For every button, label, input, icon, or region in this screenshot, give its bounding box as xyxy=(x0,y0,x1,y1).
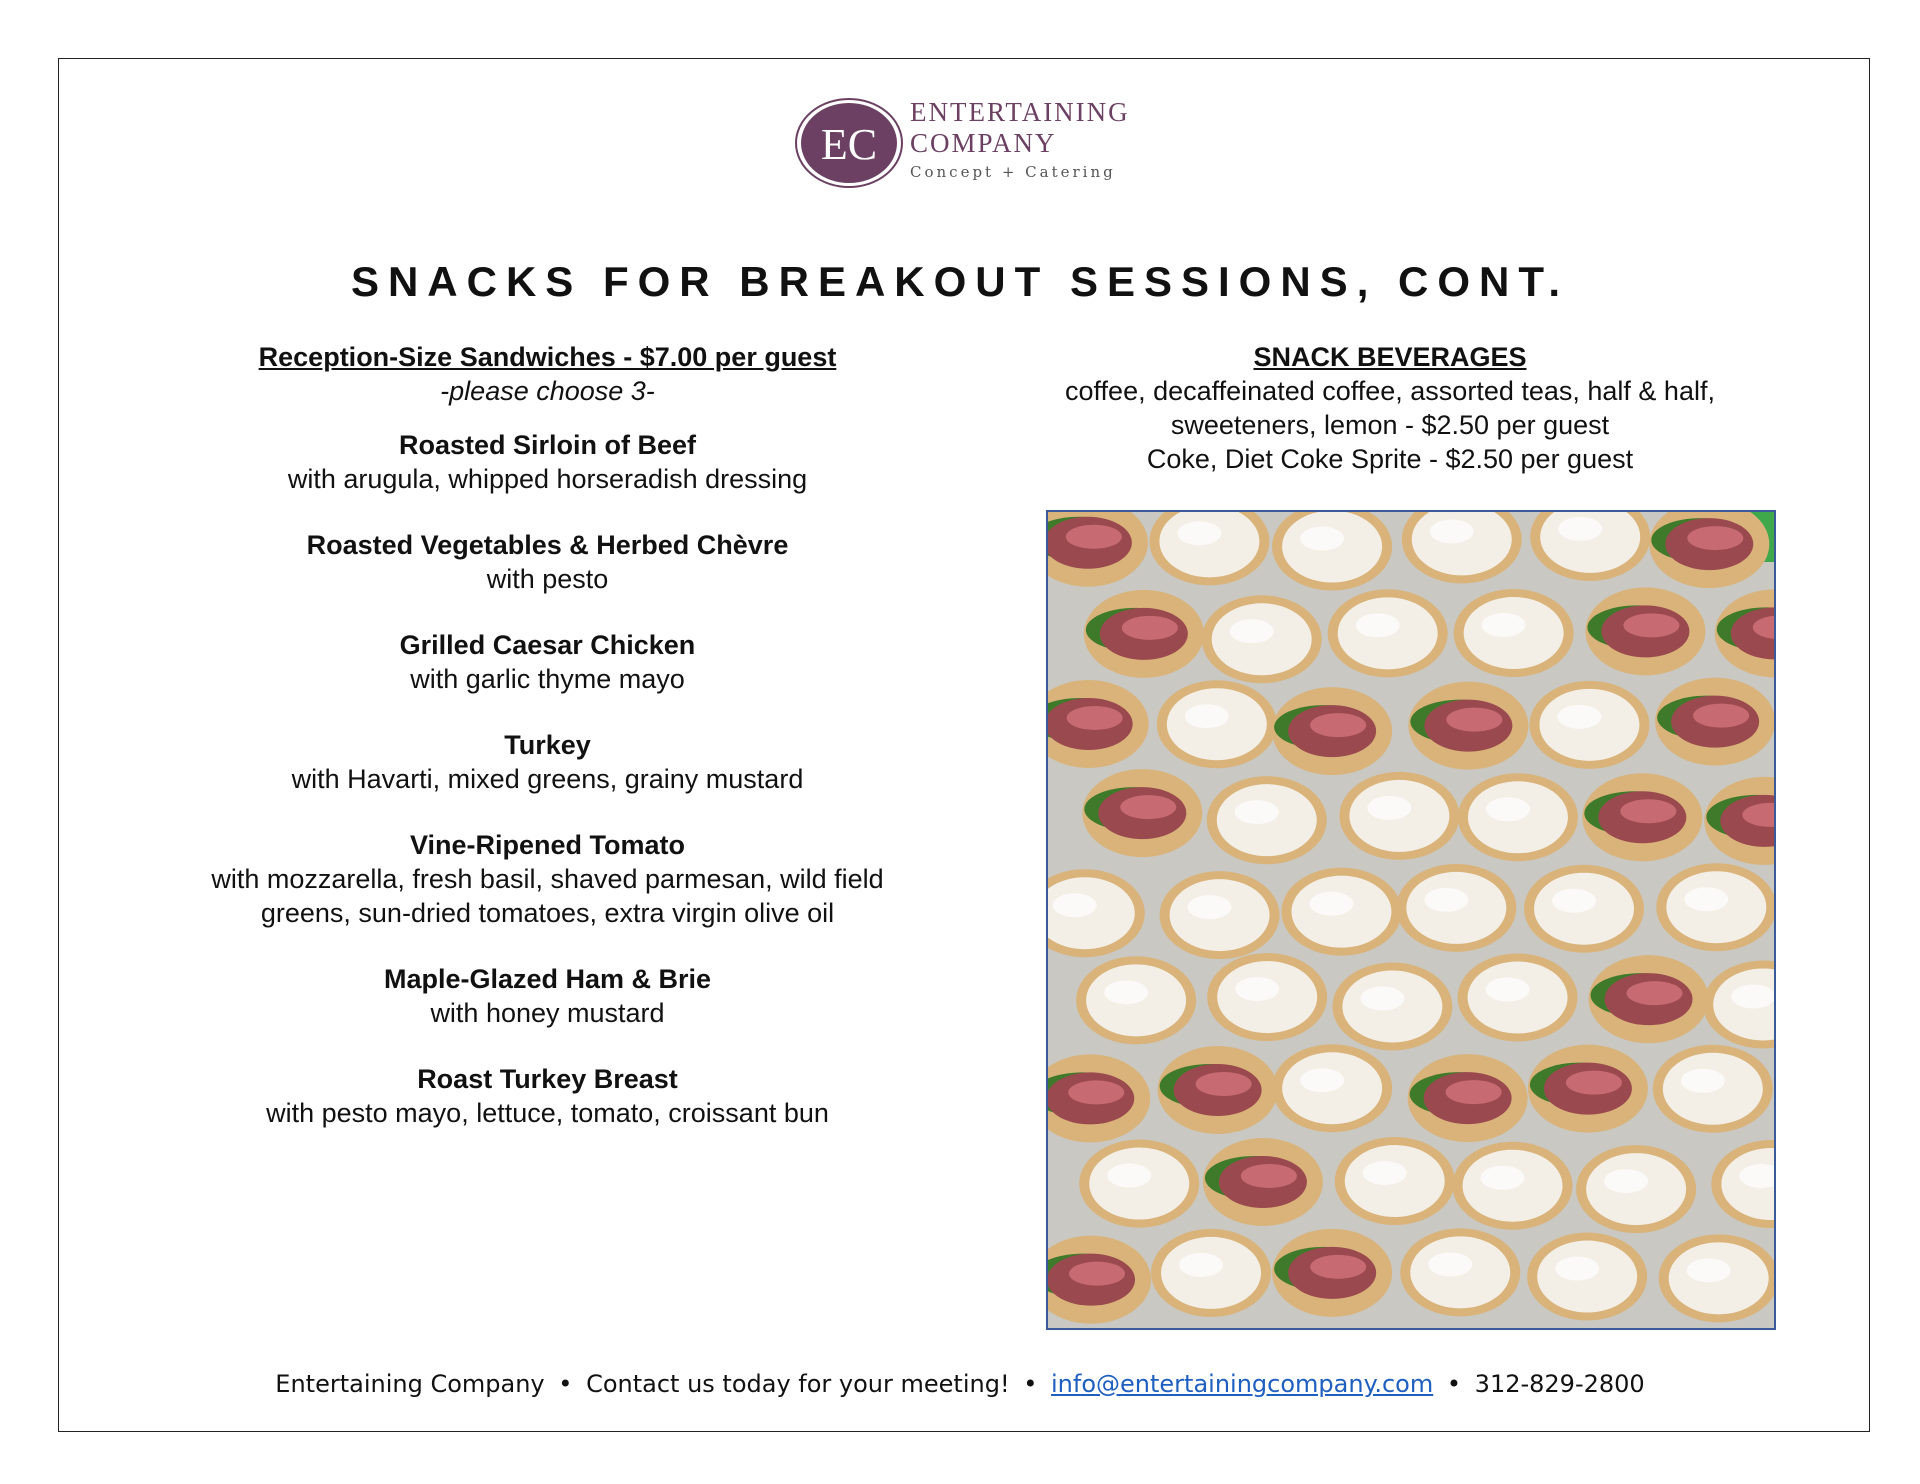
footer-separator: • xyxy=(1446,1370,1462,1398)
photo-spread-highlight xyxy=(1687,1258,1731,1282)
photo-beef-slice xyxy=(1623,613,1679,637)
photo-spread-highlight xyxy=(1363,1161,1407,1185)
photo-spread-highlight xyxy=(1053,893,1097,917)
photo-spread-highlight xyxy=(1179,1253,1223,1277)
footer-separator: • xyxy=(1023,1370,1038,1398)
photo-beef-slice xyxy=(1241,1164,1297,1188)
photo-spread-highlight xyxy=(1107,1164,1151,1188)
photo-beef-slice xyxy=(1627,981,1683,1005)
photo-beef-slice xyxy=(1067,706,1123,730)
sandwich-item xyxy=(160,828,935,930)
photo-beef-slice xyxy=(1196,1072,1252,1096)
logo-emblem xyxy=(794,97,906,189)
beverages-section xyxy=(990,340,1790,476)
photo-spread-highlight xyxy=(1552,889,1596,913)
sandwich-name: Roast Turkey Breast xyxy=(417,1064,678,1094)
photo-spread-highlight xyxy=(1230,619,1274,643)
sandwich-description: with Havarti, mixed greens, grainy mustard xyxy=(291,764,804,794)
photo-spread-highlight xyxy=(1360,986,1404,1010)
sandwich-item xyxy=(160,628,935,696)
photo-spread-highlight xyxy=(1185,704,1229,728)
sandwich-item xyxy=(160,528,935,596)
footer-cta: Contact us today for your meeting! xyxy=(586,1370,1010,1398)
sandwich-list xyxy=(160,428,935,1130)
sandwich-name: Vine-Ripened Tomato xyxy=(409,830,686,860)
sandwich-name: Roasted Vegetables & Herbed Chèvre xyxy=(306,530,789,560)
sandwiches-section xyxy=(160,340,935,1130)
logo-tagline: Concept + Catering xyxy=(910,163,1116,181)
photo-spread-highlight xyxy=(1424,888,1468,912)
sandwich-description: with pesto xyxy=(486,564,609,594)
logo-line-2: COMPANY xyxy=(910,128,1057,158)
photo-spread-highlight xyxy=(1428,1252,1472,1276)
photo-spread-highlight xyxy=(1104,980,1148,1004)
photo-spread-highlight xyxy=(1557,705,1601,729)
sandwich-description: with arugula, whipped horseradish dressing xyxy=(287,464,808,494)
photo-spread-highlight xyxy=(1300,527,1344,551)
photo-spread-highlight xyxy=(1300,1068,1344,1092)
photo-spread-highlight xyxy=(1681,1069,1725,1093)
photo-beef-slice xyxy=(1120,795,1176,819)
photo-spread-highlight xyxy=(1430,519,1474,543)
sandwich-name: Grilled Caesar Chicken xyxy=(399,630,696,660)
sandwich-name: Maple-Glazed Ham & Brie xyxy=(383,964,712,994)
sandwich-photo xyxy=(1046,510,1776,1330)
sandwich-item xyxy=(160,1062,935,1130)
sandwich-description: with mozzarella, fresh basil, shaved parmesan, wild field xyxy=(211,864,884,894)
beverage-line: Coke, Diet Coke Sprite - $2.50 per guest xyxy=(1146,444,1634,474)
photo-spread-highlight xyxy=(1309,892,1353,916)
footer-email-link[interactable]: info@entertainingcompany.com xyxy=(1051,1370,1434,1398)
sandwich-name: Roasted Sirloin of Beef xyxy=(398,430,697,460)
footer-phone: 312-829-2800 xyxy=(1474,1370,1645,1398)
photo-spread-highlight xyxy=(1481,1166,1525,1190)
sandwich-description: with garlic thyme mayo xyxy=(410,664,685,694)
photo-beef-slice xyxy=(1310,1255,1366,1279)
footer xyxy=(0,1370,1920,1398)
photo-beef-slice xyxy=(1566,1071,1622,1095)
photo-beef-slice xyxy=(1068,1080,1124,1104)
photo-beef-slice xyxy=(1122,616,1178,640)
photo-spread-highlight xyxy=(1356,613,1400,637)
company-logo xyxy=(794,97,1134,189)
photo-spread-highlight xyxy=(1235,800,1279,824)
logo-wordmark xyxy=(910,97,1130,183)
photo-beef-slice xyxy=(1310,713,1366,737)
photo-beef-slice xyxy=(1066,525,1122,549)
beverage-line: coffee, decaffeinated coffee, assorted teas, half & half, xyxy=(1065,376,1715,406)
photo-spread-highlight xyxy=(1604,1169,1648,1193)
photo-spread-highlight xyxy=(1558,517,1602,541)
photo-beef-slice xyxy=(1687,526,1743,550)
photo-beef-slice xyxy=(1069,1262,1125,1286)
photo-beef-slice xyxy=(1446,708,1502,732)
sandwiches-subtitle: -please choose 3- xyxy=(440,376,655,406)
photo-spread-highlight xyxy=(1731,984,1774,1008)
photo-spread-highlight xyxy=(1684,887,1728,911)
sandwich-item xyxy=(160,428,935,496)
photo-beef-slice xyxy=(1446,1080,1502,1104)
photo-spread-highlight xyxy=(1486,978,1530,1002)
photo-spread-highlight xyxy=(1555,1257,1599,1281)
photo-spread-highlight xyxy=(1177,521,1221,545)
sandwich-description: greens, sun-dried tomatoes, extra virgin olive oil xyxy=(260,898,835,928)
sandwich-description: with honey mustard xyxy=(430,998,665,1028)
footer-separator: • xyxy=(558,1370,573,1398)
photo-spread-highlight xyxy=(1367,796,1411,820)
sandwich-description: with pesto mayo, lettuce, tomato, croissant bun xyxy=(266,1098,829,1128)
sandwich-name: Turkey xyxy=(504,730,591,760)
photo-spread-highlight xyxy=(1188,895,1232,919)
beverage-line: sweeteners, lemon - $2.50 per guest xyxy=(1170,410,1610,440)
sandwich-item xyxy=(160,962,935,1030)
beverages-title: SNACK BEVERAGES xyxy=(1253,342,1527,372)
photo-spread-highlight xyxy=(1235,977,1279,1001)
logo-line-1: ENTERTAINING xyxy=(910,97,1130,127)
photo-spread-highlight xyxy=(1482,613,1526,637)
photo-spread-highlight xyxy=(1486,797,1530,821)
footer-company: Entertaining Company xyxy=(275,1370,545,1398)
logo-monogram: EC xyxy=(820,120,878,169)
sandwiches-title: Reception-Size Sandwiches - $7.00 per guest xyxy=(258,342,837,372)
photo-beef-slice xyxy=(1693,704,1749,728)
page-heading: SNACKS FOR BREAKOUT SESSIONS, CONT. xyxy=(350,258,1570,305)
photo-beef-slice xyxy=(1620,799,1676,823)
sandwich-photo-image xyxy=(1048,512,1774,1328)
sandwich-item xyxy=(160,728,935,796)
